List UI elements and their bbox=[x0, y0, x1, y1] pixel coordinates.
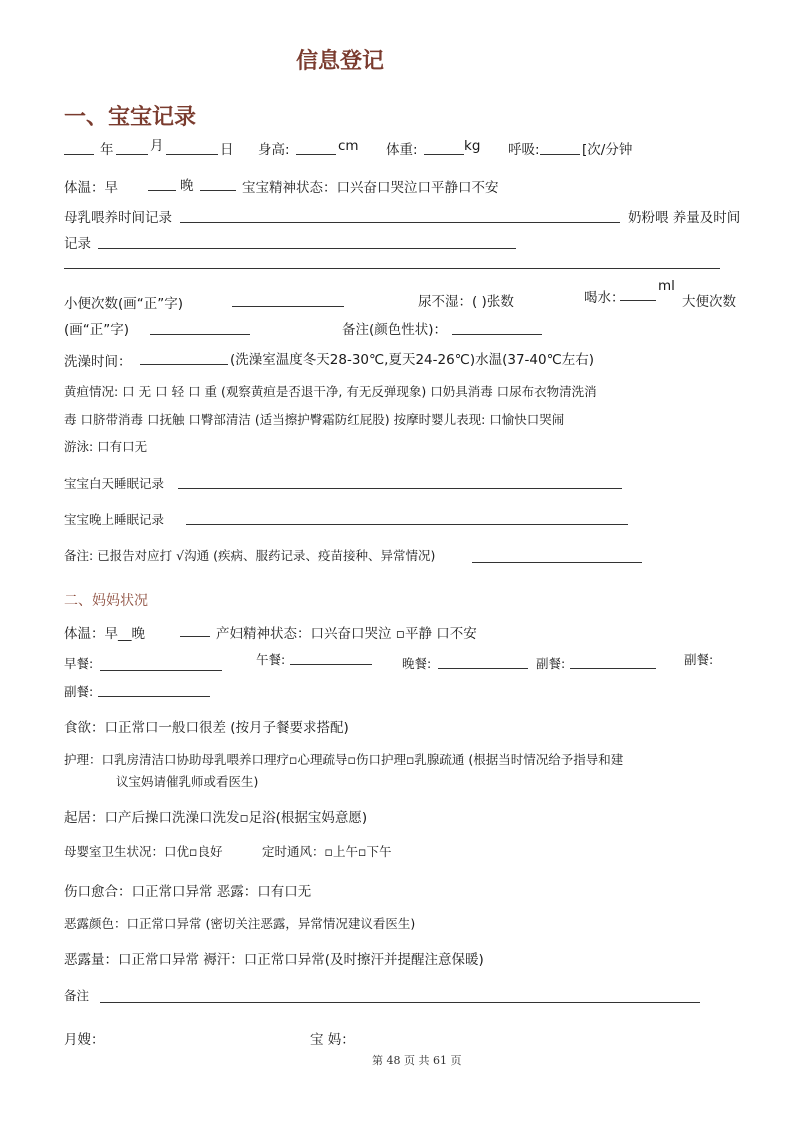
lochia-amount-line: 恶露量：口正常口异常 褥汗：口正常口异常(及时擦汗并提醒注意保暖) bbox=[64, 952, 484, 968]
color-note-label: 备注(颜色性状)： bbox=[342, 322, 448, 338]
baby-mental-state: 宝宝精神状态：口兴奋口哭泣口平静口不安 bbox=[242, 180, 499, 196]
formula-field[interactable] bbox=[98, 248, 516, 249]
snack-field-3[interactable] bbox=[98, 696, 210, 697]
snack-field-1[interactable] bbox=[570, 668, 656, 669]
mom-temp-label: 体温：早__晚 bbox=[64, 626, 145, 642]
height-label: 身高: bbox=[258, 142, 290, 158]
snack-label-3: 副餐: bbox=[64, 684, 94, 699]
care-line-1: 护理：口乳房清洁口协助母乳喂养口理疗▫心理疏导▫伤口护理▫乳腺疏通 (根据当时情况给予指导和建 bbox=[64, 752, 624, 767]
breath-field[interactable] bbox=[540, 154, 580, 155]
year-label: 年 bbox=[100, 142, 114, 158]
section-heading-baby: 一、宝宝记录 bbox=[64, 105, 197, 130]
year-field[interactable] bbox=[64, 154, 94, 155]
nanny-signature-label: 月嫂： bbox=[64, 1032, 105, 1048]
night-sleep-field[interactable] bbox=[186, 524, 628, 525]
lochia-color-line: 恶露颜色：口正常口异常 (密切关注恶露，异常情况建议看医生) bbox=[64, 916, 416, 931]
snack-label-1: 副餐: bbox=[536, 656, 566, 671]
bath-field[interactable] bbox=[140, 364, 228, 365]
breath-unit: [次/分钟 bbox=[582, 142, 633, 158]
breakfast-field[interactable] bbox=[100, 670, 222, 671]
care-line-2: 议宝妈请催乳师或看医生) bbox=[116, 774, 259, 789]
breastfeed-label: 母乳喂养时间记录 bbox=[64, 210, 172, 226]
month-field[interactable] bbox=[116, 154, 148, 155]
snack-label-2: 副餐: bbox=[684, 652, 714, 667]
diaper-label: 尿不湿：( )张数 bbox=[418, 294, 514, 310]
extra-line[interactable] bbox=[64, 268, 720, 269]
mom-mental-state: 产妇精神状态：口兴奋口哭泣 ▫平静 口不安 bbox=[216, 626, 477, 642]
formula-label: 奶粉喂 养量及时间 bbox=[628, 210, 741, 226]
water-field[interactable] bbox=[620, 300, 656, 301]
ml-label: ml bbox=[658, 278, 675, 294]
weight-field[interactable] bbox=[424, 154, 464, 155]
height-field[interactable] bbox=[296, 154, 336, 155]
temp-evening-field[interactable] bbox=[200, 190, 236, 191]
temp-morning-field[interactable] bbox=[148, 190, 176, 191]
weight-label: 体重: bbox=[386, 142, 418, 158]
hygiene-line: 母婴室卫生状况：口优▫良好 bbox=[64, 844, 223, 859]
day-sleep-label: 宝宝白天睡眠记录 bbox=[64, 476, 165, 491]
color-note-field[interactable] bbox=[452, 334, 542, 335]
baby-remark-label: 备注: 已报告对应打 √沟通 (疾病、服药记录、疫苗接种、异常情况) bbox=[64, 548, 436, 563]
dinner-label: 晚餐: bbox=[402, 656, 432, 671]
mom-remark-label: 备注 bbox=[64, 988, 90, 1003]
mom-temp-field[interactable] bbox=[180, 636, 210, 637]
baby-temp-label: 体温：早 bbox=[64, 180, 118, 196]
bath-label: 洗澡时间： bbox=[64, 354, 132, 370]
lunch-label: 午餐: bbox=[256, 652, 286, 667]
swim-line: 游泳: 口有口无 bbox=[64, 439, 148, 454]
record-label: 记录 bbox=[64, 236, 91, 252]
cm-label: cm bbox=[338, 138, 359, 154]
breastfeed-field[interactable] bbox=[180, 222, 620, 223]
urine-label: 小便次数(画“正”字) bbox=[64, 296, 184, 312]
stool-field[interactable] bbox=[150, 334, 250, 335]
kg-label: kg bbox=[464, 138, 481, 154]
page-footer: 第 48 页 共 61 页 bbox=[372, 1054, 462, 1067]
bath-desc: (洗澡室温度冬天28-30℃,夏天24-26℃)水温(37-40℃左右) bbox=[230, 352, 595, 368]
water-label: 喝水： bbox=[584, 290, 625, 306]
breakfast-label: 早餐: bbox=[64, 656, 94, 671]
jaundice-line: 黄疸情况: 口 无 口 轻 口 重 (观察黄疸是否退干净, 有无反弹现象) 口奶具消毒 口尿布衣物清洗消 bbox=[64, 384, 597, 399]
day-field[interactable] bbox=[166, 154, 218, 155]
night-sleep-label: 宝宝晚上睡眠记录 bbox=[64, 512, 165, 527]
living-line: 起居：口产后操口洗澡口洗发▫足浴(根据宝妈意愿) bbox=[64, 810, 368, 826]
lunch-field[interactable] bbox=[290, 664, 372, 665]
dinner-field[interactable] bbox=[438, 668, 528, 669]
stool-note: (画“正”字) bbox=[64, 322, 130, 338]
ventilation-line: 定时通风：▫上午▫下午 bbox=[262, 844, 392, 859]
baby-remark-field[interactable] bbox=[472, 562, 642, 563]
day-sleep-field[interactable] bbox=[178, 488, 622, 489]
month-label: 月 bbox=[150, 138, 164, 154]
page-title: 信息登记 bbox=[296, 49, 385, 74]
mother-signature-label: 宝 妈： bbox=[310, 1032, 355, 1048]
day-label: 日 bbox=[220, 142, 234, 158]
breath-label: 呼吸: bbox=[508, 142, 540, 158]
mom-remark-field[interactable] bbox=[100, 1002, 700, 1003]
temp-evening-label: 晚 bbox=[180, 178, 194, 194]
stool-label: 大便次数 bbox=[682, 294, 736, 310]
appetite-line: 食欲：口正常口一般口很差 (按月子餐要求搭配) bbox=[64, 720, 349, 736]
urine-field[interactable] bbox=[232, 306, 344, 307]
section-heading-mom: 二、妈妈状况 bbox=[64, 593, 148, 609]
wound-line: 伤口愈合：口正常口异常 恶露：口有口无 bbox=[64, 884, 312, 900]
care-line: 毒 口脐带消毒 口抚触 口臀部清洁 (适当擦护臀霜防红屁股) 按摩时婴儿表现: 口愉快口哭闹 bbox=[64, 412, 565, 427]
